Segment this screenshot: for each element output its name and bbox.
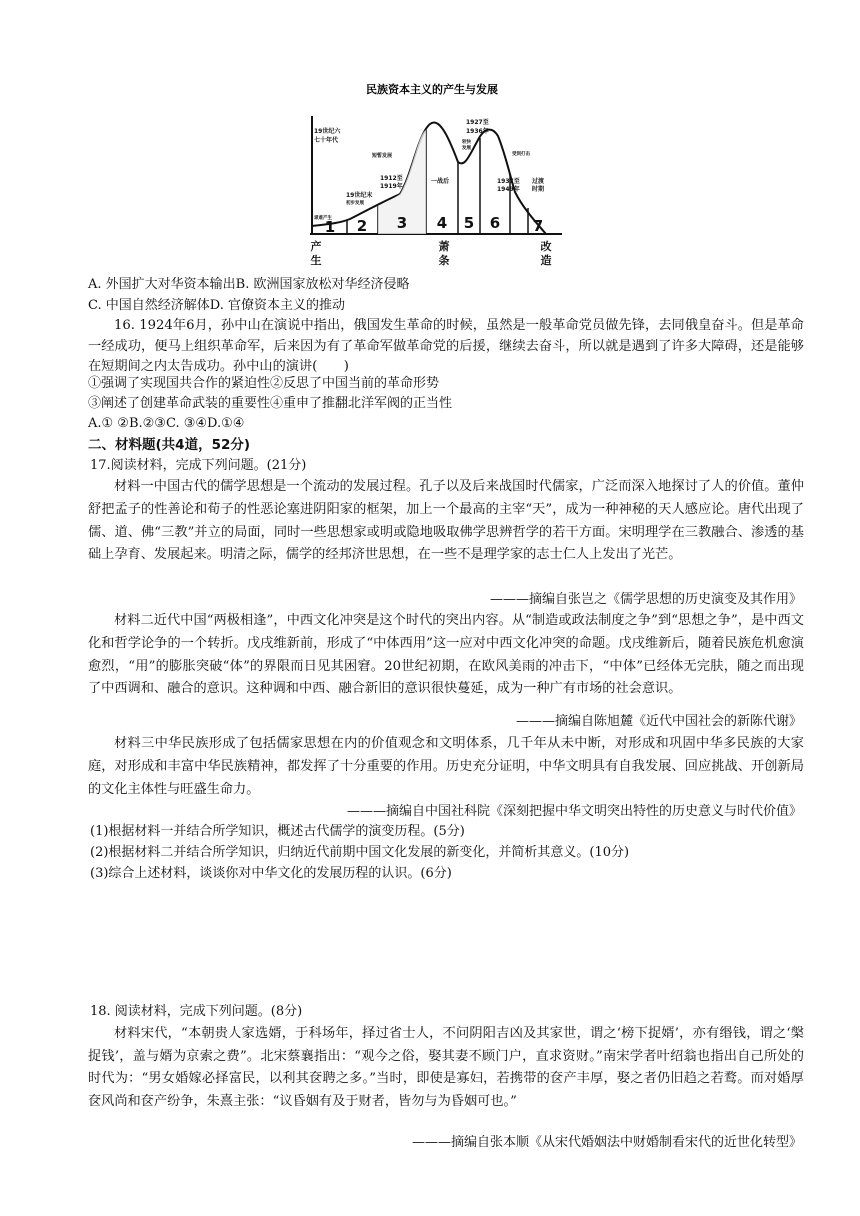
x-label-reform-2: 造 — [540, 254, 552, 267]
q17-sub-3: (3)综合上述材料，谈谈你对中华文化的发展历程的认识。(6分) — [90, 866, 452, 881]
stage-7: 7 — [532, 217, 544, 235]
annotation-emerge: 艰难产生 — [314, 216, 332, 221]
q18-material — [88, 1023, 804, 1113]
annotation-1937-b: 1949年 — [497, 186, 520, 193]
stage-2: 2 — [356, 217, 368, 235]
x-label-slump-2: 条 — [438, 254, 450, 267]
x-label-slump-1: 萧 — [438, 240, 450, 253]
stage-4: 4 — [436, 214, 448, 232]
section-title: 二、材料题(共4道，52分) — [88, 437, 251, 453]
q17-material-1 — [88, 476, 804, 567]
q16-stem — [88, 316, 804, 378]
q18-material-text: 材料宋代，“本朝贵人家选婿，于科场年，择过省士人，不问阴阳吉凶及其家世，谓之‘榜下捉婿’，亦有缗钱，谓之‘槃捉钱’，盖与婿为京索之费”。北宋蔡襄指出：“观今之俗，娶其妻不顾门户，直求资财。”南宋学者叶绍翁也指出自己所处的时代为：“男女婚嫁必择富民，以利其奁聘之多。”当时，即使是寡妇，若携带的奁产丰厚，娶之者仍旧趋之若鹜。而对婚厚奁风尚和奁产纷争，朱熹主张：“议昏姻有及于财者，皆勿与为昏姻可也。” — [88, 1026, 804, 1109]
annotation-hit: 受到打击 — [512, 152, 530, 157]
annotation-fast: 较快 — [462, 140, 471, 145]
annotation-1912: 1912至 — [380, 175, 403, 182]
q17-material-2-text: 材料二近代中国“两极相逢”，中西文化冲突是这个时代的突出内容。从“制造或政法制度之争”到“思想之争”，是中西文化和哲学论争的一个转折。戊戌维新前，形成了“中体西用”这一应对中西文化冲突的命题。戊戌维新后，随着民族危机愈演愈烈，“用”的膨胀突破“体”的界限而日见其困窘。20世纪初期，在欧风美雨的冲击下，“中体”已经体无完肤，随之而出现了中西调和、融合的意识。这种调和中西、融合新旧的意识很快蔓延，成为一种广有市场的社会意识。 — [88, 613, 804, 697]
q17-material-3-source: ———摘编自中国社科院《深刻把握中华文明突出特性的历史意义与时代价值》 — [346, 804, 802, 819]
q15-options-cd: C. 中国自然经济解体D. 官僚资本主义的推动 — [88, 298, 345, 313]
q18-stem: 18. 阅读材料，完成下列问题。(8分) — [90, 1004, 303, 1019]
annotation-transition: 过渡 — [532, 178, 545, 185]
annotation-postwar: 一战后 — [431, 178, 450, 185]
stage-3: 3 — [396, 214, 408, 232]
q17-material-1-source: ———摘编自张岂之《儒学思想的历史演变及其作用》 — [489, 592, 802, 607]
annotation-transition-b: 时期 — [532, 186, 545, 193]
q17-material-2 — [88, 610, 804, 701]
q17-material-1-text: 材料一中国古代的儒学思想是一个流动的发展过程。孔子以及后来战国时代儒家，广泛而深入地探讨了人的价值。董仲舒把孟子的性善论和荀子的性恶论塞进阴阳家的框架，加上一个最高的主宰“天”，成为一种神秘的天人感应论。唐代出现了儒、道、佛“三教”并立的局面，同时一些思想家或明或隐地吸取佛学思辨哲学的若干方面。宋明理学在三教融合、渗透的基础上孕育、发展起来。明清之际，儒学的经邦济世思想，在一些不是理学家的志士仁人上发出了光芒。 — [88, 479, 804, 563]
x-label-reform-1: 改 — [540, 240, 552, 253]
q16-items-12: ①强调了实现国共合作的紧迫性②反思了中国当前的革命形势 — [88, 376, 440, 391]
stage-6: 6 — [489, 214, 501, 232]
capitalism-development-figure — [300, 76, 565, 274]
q17-material-3-text: 材料三中华民族形成了包括儒家思想在内的价值观念和文明体系，几千年从未中断，对形成和巩固中华多民族的大家庭，对形成和丰富中华民族精神，都发挥了十分重要的作用。历史充分证明，中华文明具有自我发展、回应挑战、开创新局的文化主体性与旺盛生命力。 — [88, 736, 804, 797]
annotation-brief: 短暂发展 — [372, 153, 393, 159]
q17-material-2-source: ———摘编自陈旭麓《近代中国社会的新陈代谢》 — [515, 714, 802, 729]
q15-options-ab: A. 外国扩大对华资本输出B. 欧洲国家放松对华经济侵略 — [88, 277, 410, 292]
x-label-emerge-1: 产 — [310, 240, 322, 253]
annotation-1927-b: 1936年 — [466, 128, 489, 135]
annotation-1912-b: 1919年 — [380, 183, 403, 190]
annotation-1860s-b: 七十年代 — [314, 137, 339, 144]
annotation-1860s: 19世纪六 — [314, 128, 341, 135]
x-label-emerge-2: 生 — [310, 254, 322, 267]
q16-options: A.① ②B.②③C. ③④D.①④ — [88, 416, 245, 431]
q18-material-source: ———摘编自张本顺《从宋代婚姻法中财婚制看宋代的近世化转型》 — [411, 1135, 802, 1150]
stage-5: 5 — [463, 214, 475, 232]
q16-items-34: ③阐述了创建革命武装的重要性④重申了推翻北洋军阀的正当性 — [88, 396, 453, 411]
annotation-late19-b: 初步发展 — [346, 201, 364, 206]
development-curve-chart — [300, 76, 565, 274]
q17-sub-1: (1)根据材料一并结合所学知识，概述古代儒学的演变历程。(5分) — [90, 824, 465, 839]
annotation-1927: 1927至 — [466, 119, 489, 126]
stage-1: 1 — [324, 218, 336, 236]
annotation-fast-b: 发展 — [462, 146, 471, 151]
annotation-1937: 1937至 — [497, 178, 520, 185]
q17-material-3 — [88, 733, 804, 801]
q17-sub-2: (2)根据材料二并结合所学知识，归纳近代前期中国文化发展的新变化，并简析其意义。(10分) — [90, 845, 630, 860]
q16-stem-text: 16. 1924年6月，孙中山在演说中指出，俄国发生革命的时候，虽然是一般革命党员做先锋，去同俄皇奋斗。但是革命一经成功，便马上组织革命军，后来因为有了革命军做革命党的后援，继续去奋斗，所以就是遇到了许多大障碍，还是能够在短期间之内太告成功。孙中山的演讲( ) — [88, 318, 804, 374]
q17-stem: 17.阅读材料，完成下列问题。(21分) — [90, 458, 307, 473]
annotation-late19: 19世纪末 — [346, 192, 373, 199]
figure-title: 民族资本主义的产生与发展 — [366, 83, 498, 96]
